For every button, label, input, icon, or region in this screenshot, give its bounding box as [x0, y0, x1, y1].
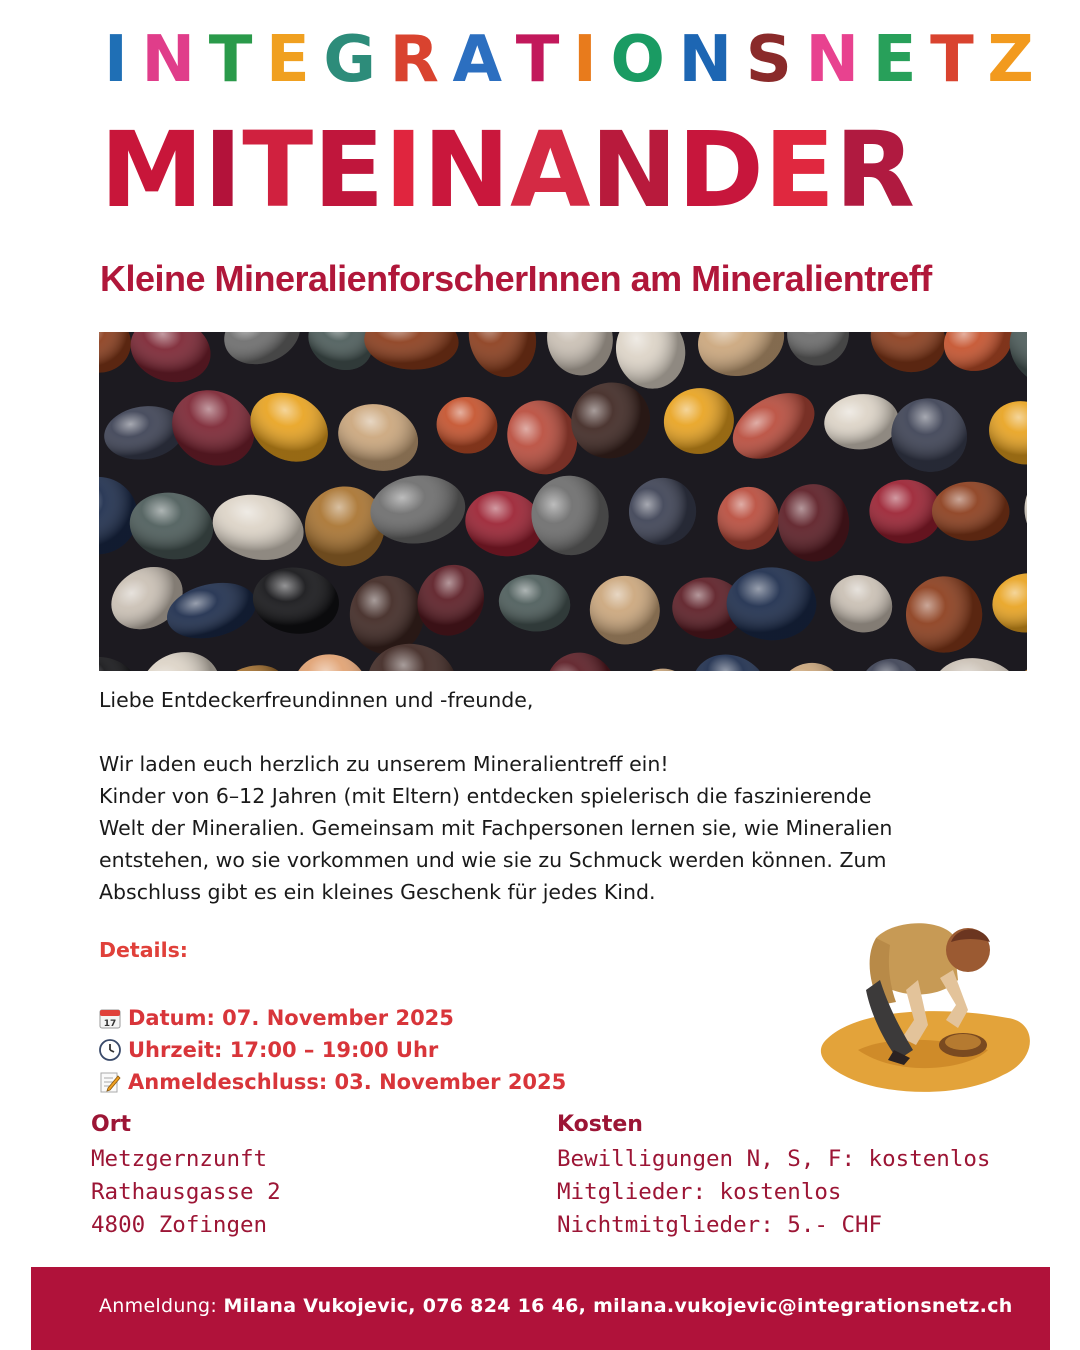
registration-label: Anmeldung: — [99, 1295, 218, 1317]
body-line: Abschluss gibt es ein kleines Geschenk für jedes Kind. — [99, 880, 656, 904]
costs-heading: Kosten — [557, 1112, 643, 1137]
title-letter: M — [100, 109, 204, 231]
title-letter: N — [422, 109, 510, 231]
logo-letter: G — [323, 23, 376, 97]
title-letter: I — [203, 109, 243, 231]
logo-letter: T — [930, 23, 974, 97]
invitation-text — [99, 684, 939, 908]
location-heading: Ort — [91, 1112, 132, 1137]
title-letter: D — [677, 109, 764, 231]
body-line: Kinder von 6–12 Jahren (mit Eltern) entdecken spielerisch die faszinierende — [99, 784, 872, 808]
title-letter: T — [242, 109, 314, 231]
location-line: 4800 Zofingen — [91, 1212, 268, 1238]
calendar-icon — [99, 1007, 121, 1029]
title-letter: N — [590, 109, 678, 231]
logo-letter: N — [805, 23, 860, 97]
logo-letter: A — [452, 23, 503, 97]
logo-letter: N — [141, 23, 196, 97]
logo-letter: T — [515, 23, 560, 97]
prospector-illustration — [818, 910, 1038, 1100]
body-line: entstehen, wo sie vorkommen und wie sie zu Schmuck werden können. Zum — [99, 848, 887, 872]
svg-text:17: 17 — [103, 1019, 117, 1029]
location-line: Metzgernzunft — [91, 1146, 268, 1172]
brand-logo — [104, 23, 1034, 97]
title-letter: A — [509, 109, 591, 231]
costs-line: Nichtmitglieder: 5.- CHF — [557, 1212, 883, 1238]
logo-letter: I — [573, 23, 597, 97]
deadline-text: Anmeldeschluss: 03. November 2025 — [128, 1070, 567, 1094]
greeting: Liebe Entdeckerfreundinnen und -freunde, — [99, 688, 534, 712]
details-heading: Details: — [99, 938, 189, 962]
title-letter: I — [384, 109, 423, 231]
title-letter: E — [313, 109, 385, 231]
body-line: Wir laden euch herzlich zu unserem Mineralientreff ein! — [99, 752, 669, 776]
costs-line: Mitglieder: kostenlos — [557, 1179, 842, 1205]
logo-letter: E — [266, 23, 310, 97]
time-text: Uhrzeit: 17:00 – 19:00 Uhr — [128, 1038, 439, 1062]
date-text: Datum: 07. November 2025 — [128, 1006, 454, 1030]
registration-footer — [31, 1267, 1050, 1350]
logo-letter: E — [872, 23, 917, 97]
memo-icon — [99, 1071, 121, 1093]
location-line: Rathausgasse 2 — [91, 1179, 281, 1205]
costs-line: Bewilligungen N, S, F: kostenlos — [557, 1146, 991, 1172]
detail-time — [99, 1038, 438, 1062]
title-letter: E — [763, 109, 835, 231]
detail-date — [99, 1006, 454, 1030]
registration-contact[interactable]: Milana Vukojevic, 076 824 16 46, milana.vukojevic@integrationsnetz.ch — [223, 1295, 1013, 1317]
registration-text — [99, 1295, 1013, 1317]
logo-letter: T — [208, 23, 253, 97]
minerals-photo — [99, 332, 1027, 671]
logo-letter: S — [745, 23, 792, 97]
detail-deadline — [99, 1070, 566, 1094]
title-letter: R — [834, 109, 915, 231]
logo-letter: I — [104, 23, 128, 97]
logo-letter: N — [678, 23, 733, 97]
logo-letter: Z — [987, 23, 1034, 97]
page-title — [100, 110, 915, 230]
event-subtitle: Kleine MineralienforscherInnen am Mineralientreff — [100, 258, 932, 299]
logo-letter: R — [389, 23, 439, 97]
body-line: Welt der Mineralien. Gemeinsam mit Fachpersonen lernen sie, wie Mineralien — [99, 816, 893, 840]
clock-icon — [99, 1039, 121, 1061]
logo-letter: O — [610, 23, 665, 97]
